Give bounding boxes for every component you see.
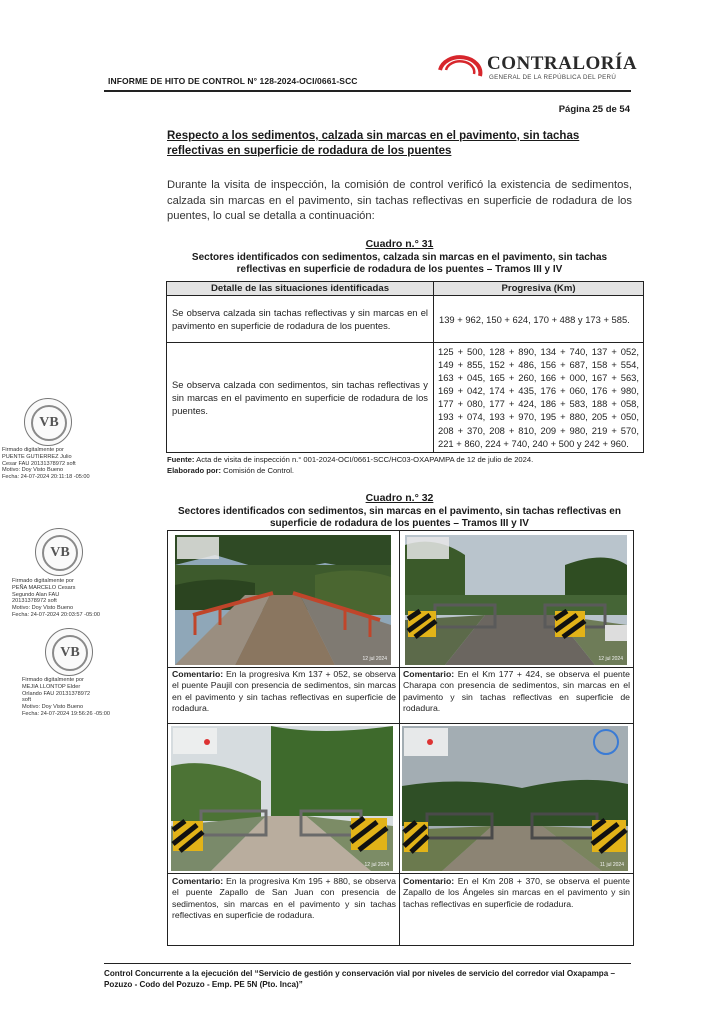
logo-title: CONTRALORÍA [487,53,638,74]
row-detail: Se observa calzada sin tachas reflectivas y sin marcas en el pavimento en superficie de rodadura de los puentes. [167,296,434,343]
signature-2: Firmado digitalmente por PEÑA MARCELO Cesars Segundo Alan FAU 20131378972 soft Motivo: Doy Visto Bueno Fecha: 24-07-2024 20:03:57 -05:00 [12,578,101,618]
vb-seal: VB [45,628,93,676]
signature-3: Firmado digitalmente por MEJIA LLONTOP Elder Orlando FAU 20131378972 soft Motivo: Doy Visto Bueno Fecha: 24-07-2024 19:56:26 -05:00 [22,677,111,717]
report-code: INFORME DE HITO DE CONTROL N° 128-2024-OCI/0661-SCC [108,76,358,86]
column-header-detail: Detalle de las situaciones identificadas [167,282,434,296]
table-row [167,296,644,343]
table31-caption [167,238,632,277]
bridge-photo-2 [405,535,627,665]
table32-number: Cuadro n.° 32 [365,492,434,504]
vb-seal: VB [24,398,72,446]
photo-stamp: 11 jul 2024 [599,862,624,868]
bridge-photo-1 [175,535,391,665]
table-31 [166,281,644,453]
table32-caption [167,492,632,531]
bridge-photo-4 [402,726,628,871]
table32-title: Sectores identificados con sedimentos, sin marcas en el pavimento, sin tachas reflectivas en superficie de rodadura de los puentes – Tramos III y IV [178,505,621,529]
photo-stamp: 12 jul 2024 [364,862,389,868]
photo-stamp: 12 jul 2024 [598,656,623,662]
vb-seal: VB [35,528,83,576]
table-row [167,343,644,453]
photo-comment-4: Comentario: En el Km 208 + 370, se observa el puente Zapallo de los Ángeles sin marcas en el pavimento y sin tachas reflectivas en superficie de rodadura. [403,876,630,909]
section-paragraph: Durante la visita de inspección, la comisión de control verificó la existencia de sedimentos, calzada sin marcas en el pavimento, sin tachas reflectivas en superficie de rodadura de los puentes, lo cual se detalla a continuación: [167,179,632,222]
photo-comment-3: Comentario: En la progresiva Km 195 + 880, se observa el puente Zapallo de San Juan con presencia de sedimentos, sin marcas en el pavimento y sin tachas reflectivas en superficie de rodadura. [172,876,396,920]
page-number: Página 25 de 54 [558,104,630,115]
table31-prepared-by: Elaborado por: Comisión de Control. [167,466,295,475]
table31-number: Cuadro n.° 31 [365,238,434,250]
photo-grid [167,530,634,946]
header-rule [104,90,631,92]
footer-text: Control Concurrente a la ejecución del “Servicio de gestión y conservación vial por niveles de servicio del corredor vial Oxapampa – Pozuzo - Codo del Pozuzo - Emp. PE 5N (Pto. Inca)” [104,969,615,989]
section-title: Respecto a los sedimentos, calzada sin marcas en el pavimento, sin tachas reflectivas en superficie de rodadura de los puentes [167,130,580,157]
row-progressive: 139 + 962, 150 + 624, 170 + 488 y 173 + 585. [434,296,644,343]
bridge-photo-3 [171,726,393,871]
logo-subtitle: GENERAL DE LA REPÚBLICA DEL PERÚ [489,74,617,81]
row-detail: Se observa calzada con sedimentos, sin tachas reflectivas y sin marcas en el pavimento en superficie de rodadura de los puentes. [167,343,434,453]
photo-comment-2: Comentario: En el Km 177 + 424, se observa el puente Charapa con presencia de sedimentos, sin marcas en el pavimento y sin tachas reflectivas en superficie de rodadura. [403,669,630,713]
signature-1: Firmado digitalmente por PUENTE GUTIERREZ Julio Cesar FAU 20131378972 soft Motivo: Doy Visto Bueno Fecha: 24-07-2024 20:11:18 -05:00 [2,447,90,481]
table31-source: Fuente: Acta de visita de inspección n.° 001-2024-OCI/0661-SCC/HC03-OXAPAMPA de 12 de julio de 2024. [167,455,534,464]
table-header-row [167,282,644,296]
column-header-progressive: Progresiva (Km) [434,282,644,296]
photo-stamp: 12 jul 2024 [362,656,387,662]
photo-comment-1: Comentario: En la progresiva Km 137 + 052, se observa el puente Paujil con presencia de sedimentos, sin marcas en el pavimento y sin tachas reflectivas en superficie de rodadura. [172,669,396,713]
footer-rule [104,963,631,964]
row-progressive: 125 + 500, 128 + 890, 134 + 740, 137 + 052, 149 + 855, 152 + 486, 156 + 687, 158 + 554, 163 + 045, 165 + 260, 166 + 000, 167 + 563, 169 + 042, 174 + 435, 176 + 060, 176 + 980, 177 + 080, 177 + 424, 186 + 583, 188 + 058, 193 + 074, 193 + 970, 195 + 880, 205 + 050, 208 + 370, 208 + 810, 209 + 980, 219 + 570, 221 + 860, 224 + 740, 240 + 500 y 242 + 960. [434,343,644,453]
table31-title: Sectores identificados con sedimentos, calzada sin marcas en el pavimento, sin tachas reflectivas en superficie de rodadura de los puentes – Tramos III y IV [191,251,608,275]
